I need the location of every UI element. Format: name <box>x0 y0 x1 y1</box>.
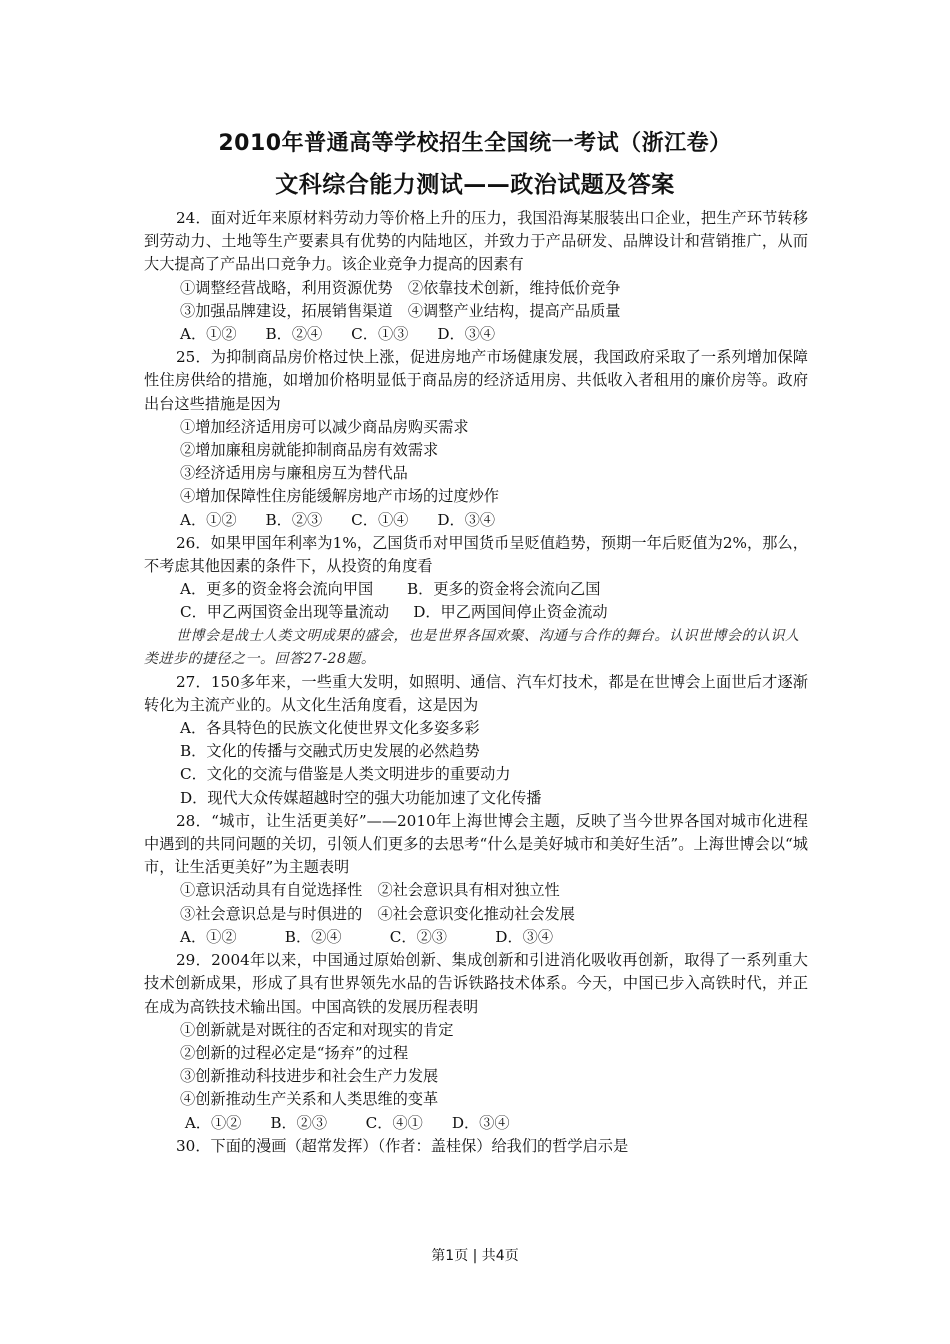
answer-option: D．现代大众传媒超越时空的强大功能加速了文化传播 <box>180 788 542 807</box>
statement-line: ①创新就是对既往的否定和对现实的肯定 <box>180 1020 454 1039</box>
page-title: 2010年普通高等学校招生全国统一考试（浙江卷） <box>218 131 732 156</box>
statement-line: ④增加保障性住房能缓解房地产市场的过度炒作 <box>180 487 499 506</box>
question-stem: 29．2004年以来，中国通过原始创新、集成创新和引进消化吸收再创新，取得了一系列重大技术创新成果，形成了具有世界领先水品的告诉铁路技术体系。今天，中国已步入高铁时代，并正在成为高铁技术输出国。中国高铁的发展历程表明 <box>144 951 808 1016</box>
statement-line: ③加强品牌建设，拓展销售渠道 ④调整产业结构，提高产品质量 <box>180 301 621 320</box>
statement-line: ②创新的过程必定是“扬弃”的过程 <box>180 1043 409 1062</box>
question-stem: 28．“城市，让生活更美好”——2010年上海世博会主题，反映了当今世界各国对城市化进程中遇到的共同问题的关切，引领人们更多的去思考“什么是美好城市和美好生活”。上海世博会以“城市，让生活更美好”为主题表明 <box>144 811 808 877</box>
document-body <box>144 207 808 1158</box>
passage-intro: 世博会是战士人类文明成果的盛会，也是世界各国欢聚、沟通与合作的舞台。认识世博会的认识人类进步的捷径之一。回答27-28题。 <box>144 627 800 667</box>
answer-option: C．文化的交流与借鉴是人类文明进步的重要动力 <box>180 765 511 784</box>
statement-line: ①增加经济适用房可以减少商品房购买需求 <box>180 417 469 436</box>
statement-line: ②增加廉租房就能抑制商品房有效需求 <box>180 441 439 460</box>
statement-line: ③社会意识总是与时俱进的 ④社会意识变化推动社会发展 <box>180 904 575 923</box>
statement-line: ④创新推动生产关系和人类思维的变革 <box>180 1090 439 1109</box>
page-footer: 第1页 | 共4页 <box>431 1248 519 1264</box>
question-28 <box>144 810 808 949</box>
question-24 <box>144 207 808 346</box>
question-27 <box>144 671 808 810</box>
question-stem: 24．面对近年来原材料劳动力等价格上升的压力，我国沿海某服装出口企业，把生产环节转移到劳动力、土地等生产要素具有优势的内陆地区，并致力于产品研发、品牌设计和营销推广，从而大大提高了产品出口竞争力。该企业竞争力提高的因素有 <box>144 209 808 274</box>
question-stem: 26．如果甲国年利率为1%，乙国货币对甲国货币呈贬值趋势，预期一年后贬值为2%，那么，不考虑其他因素的条件下，从投资的角度看 <box>144 533 808 576</box>
statement-line: ①调整经营战略，利用资源优势 ②依靠技术创新，维持低价竞争 <box>180 278 621 297</box>
statement-line: ③经济适用房与廉租房互为替代品 <box>180 464 408 483</box>
answer-options: A．①② B．②③ C．①④ D．③④ <box>180 510 496 529</box>
answer-options: A．①② B．②③ C．④① D．③④ <box>180 1113 510 1132</box>
page-subtitle: 文科综合能力测试——政治试题及答案 <box>275 172 675 198</box>
answer-options: A．①② B．②④ C．②③ D．③④ <box>180 927 554 946</box>
answer-options: A．①② B．②④ C．①③ D．③④ <box>180 325 496 344</box>
question-25 <box>144 346 808 532</box>
statement-line: ③创新推动科技进步和社会生产力发展 <box>180 1067 439 1086</box>
question-stem: 25．为抑制商品房价格过快上涨，促进房地产市场健康发展，我国政府采取了一系列增加保障性住房供给的措施，如增加价格明显低于商品房的经济适用房、共低收入者租用的廉价房等。政府出台这些措施是因为 <box>144 348 808 413</box>
question-stem: 30．下面的漫画（超常发挥）（作者：盖桂保）给我们的哲学启示是 <box>176 1136 629 1155</box>
answer-option: B．文化的传播与交融式历史发展的必然趋势 <box>180 742 480 761</box>
question-30 <box>144 1135 808 1158</box>
question-29 <box>144 949 808 1135</box>
answer-option: A．各具特色的民族文化使世界文化多姿多彩 <box>180 719 480 738</box>
statement-line: ①意识活动具有自觉选择性 ②社会意识具有相对独立性 <box>180 881 560 900</box>
question-26 <box>144 532 808 625</box>
question-stem: 27．150多年来，一些重大发明，如照明、通信、汽车灯技术，都是在世博会上面世后才逐渐转化为主流产业的。从文化生活角度看，这是因为 <box>144 672 808 714</box>
answer-options: C．甲乙两国资金出现等量流动 D．甲乙两国间停止资金流动 <box>180 603 608 622</box>
answer-options: A．更多的资金将会流向甲国 B．更多的资金将会流向乙国 <box>180 580 601 599</box>
